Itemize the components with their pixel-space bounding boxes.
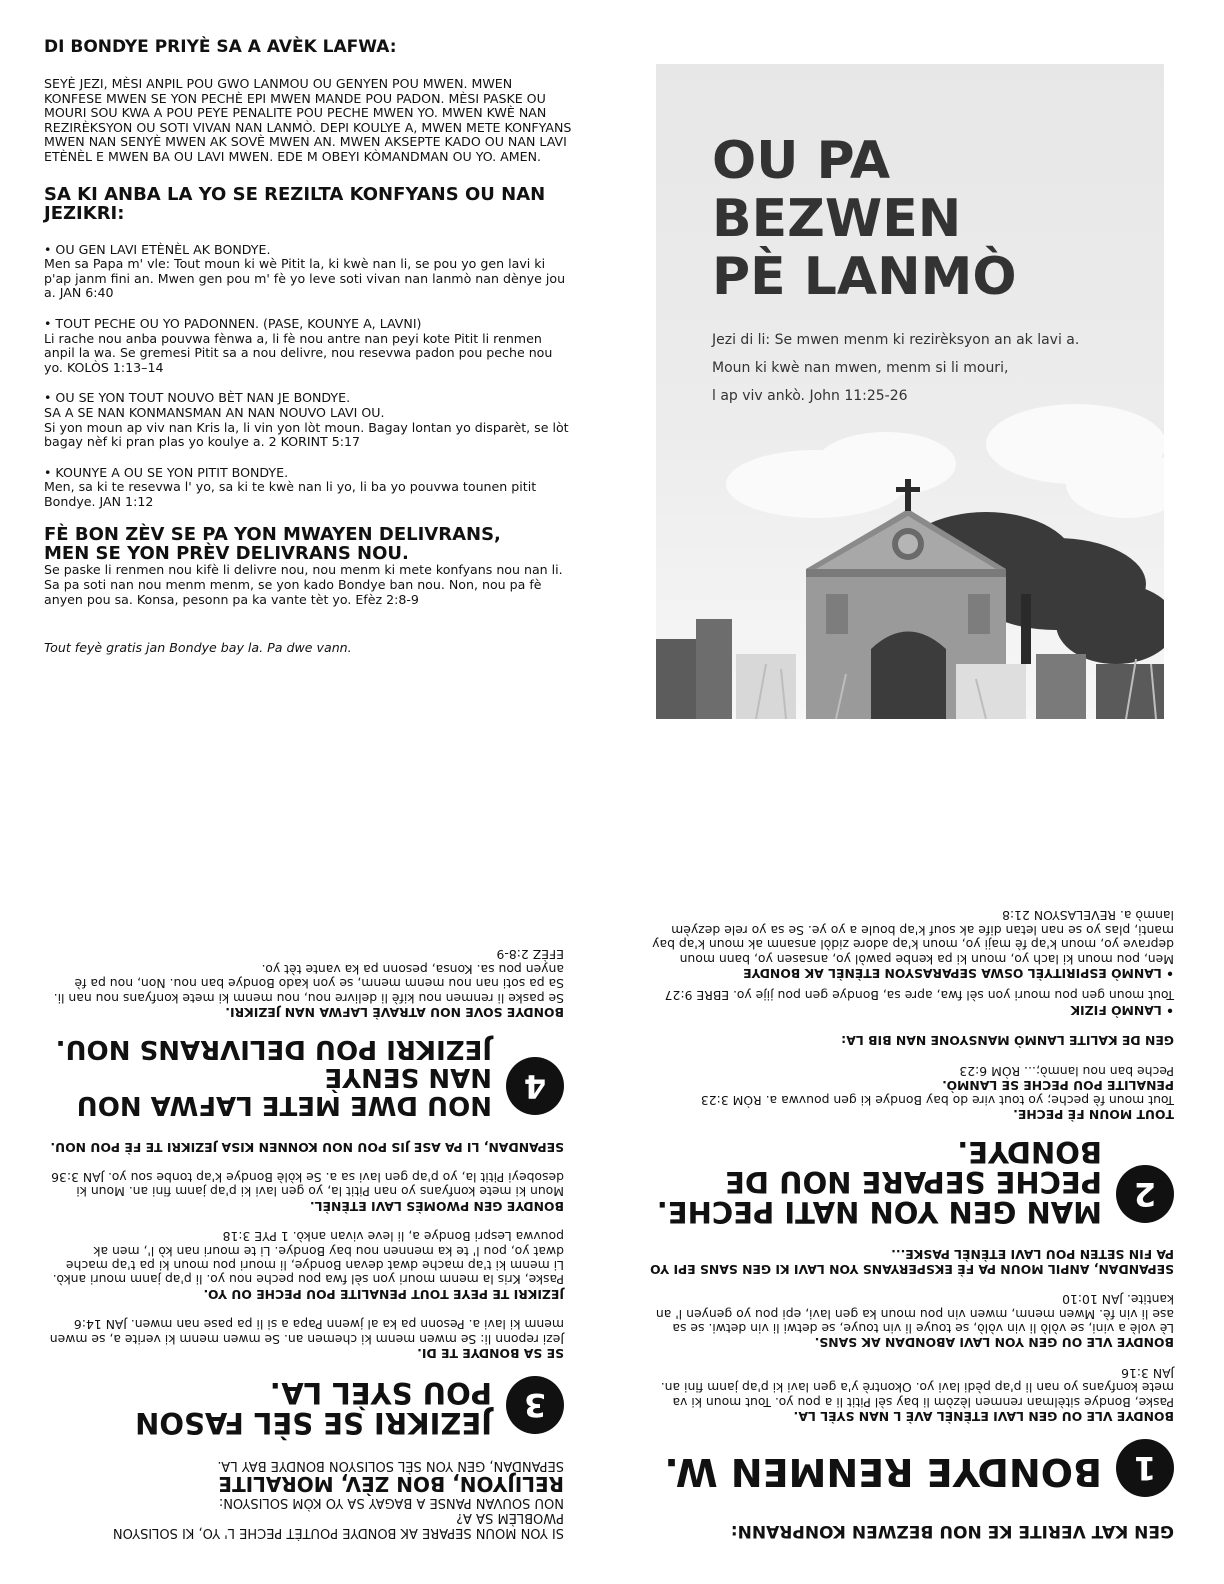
step-2-title-line-1: MAN GEN YON NATI PECHE. — [656, 1194, 1102, 1229]
cover-title — [712, 132, 1017, 306]
step2-text-3: PENALITE POU PECHE SE LANMÒ. — [942, 1078, 1174, 1094]
step3-text-6: Moun ki mete konfyans yo nan Pitit la, yo gen lavi ki p'ap janm fini an. Moun ki desobeyi Pitit la, yo p'ap gen lavi sa a. Se kòlè Bondye k'ap tonbe sou yo. JAN 3:36 — [51, 1169, 564, 1200]
result-1-title: • OU GEN LAVI ETÈNÈL AK BONDYE. — [44, 241, 271, 257]
step-3-title-line-1: JEZIKRI SE SÈL FASON — [135, 1406, 492, 1440]
step3-intro-3: RELIJYON, BON ZÈV, MORALITE — [218, 1472, 564, 1496]
step-2-number: 2 — [1116, 1165, 1174, 1223]
step3-intro-1: SI YON MOUN SEPARE AK BONDYE POUTÈT PECHE L' YO, KI SOLISYON PWOBLÈM SA A? — [112, 1510, 564, 1540]
step3-intro-2: NOU SOUVAN PANSE A BAGAY SA YO KÒM SOLISYON: — [218, 1495, 564, 1510]
cover-verse — [712, 326, 1152, 410]
prayer-text: SEYÈ JEZI, MÈSI ANPIL POU GWO LANMOU OU GENYEN POU MWEN. MWEN KONFESE MWEN SE YON PECHÈ EPI MWEN MANDE POU PADON. MÈSI PASKE OU MOURI SOU KWA A POU PEYE PENALITE POU PECHE MWEN YO. MWEN KWÈ NAN REZIRÈKSYON OU SOTI VIVAN NAN LANMÒ. DEPI KOULYE A, MWEN METE KONFYANS MWEN NAN SENYÈ MWEN AK SOVÈ MWEN AN. MWEN AKSEPTE KADO OU NAN LAVI ETÈNÈL E MWEN BA OU LAVI MWEN. EDE M OBEYI KÒMANDMAN OU YO. AMEN. — [44, 76, 572, 164]
inside-panel — [44, 38, 574, 667]
step2-text-2: Tout moun fè peche; yo tout vire do bay Bondye ki gen pouvwa a. RÒM 3:23 — [700, 1092, 1174, 1108]
step-2-title-line-2: PECHE SEPARE NOU DE BONDYE. — [725, 1134, 1102, 1199]
result-3-text: Si yon moun ap viv nan Kris la, li vin yon lòt moun. Bagay lontan yo disparèt, se lòt bagay nèf ki pran plas yo koulye a. 2 KORINT 5:17 — [44, 419, 569, 450]
step2-text-5: GEN DE KALITE LANMÒ MANSYONE NAN BIB LA: — [841, 1033, 1174, 1049]
cover-title-line-3: PÈ LANMÒ — [712, 247, 1017, 307]
step-4-header — [44, 1035, 564, 1119]
cover-title-line-2: BEZWEN — [712, 189, 962, 249]
works-text: Se paske li renmen nou kifè li delivre nou, nou menm ki mete konfyans nou nan li. Sa pa soti nan nou menm menm, se yon kado Bondye ban nou. Non, nou pa fè anyen pou sa. Konsa, pesonn pa ka vante tèt yo. Efèz 2:8-9 — [44, 562, 563, 607]
steps-1-2-panel — [650, 812, 1174, 1540]
step4-text-1: BONDYE SOVE NOU ATRAVÈ LAFWA NAN JEZIKRI. — [225, 1005, 564, 1021]
step-2-header — [650, 1134, 1174, 1229]
cover-title-line-1: OU PA — [712, 131, 891, 191]
step1-text-3: BONDYE VLE OU GEN YON LAVI ABONDAN AK SANS. — [814, 1335, 1174, 1351]
step4-text-3: EFÈZ 2:8-9 — [496, 947, 564, 963]
step4-text-2: Se paske li renmen nou kifè li delivre nou, nou menm ki mete konfyans nou nan li. Sa pa soti nan nou menm menm, se yon kado Bondye ban nou. Non, nou pa fè anyen pou sa. Konsa, pesonn pa ka vante tèt yo. — [53, 961, 564, 1006]
step2-text-1: TOUT MOUN FÈ PECHE. — [1013, 1106, 1174, 1122]
step-4-title — [44, 1035, 492, 1119]
step1-text-5: SEPANDAN, ANPIL MOUN PA FÈ EKSPERYANS YON LAVI KI GEN SANS EPI YO PA FIN SETEN POU LAVI ETÈNÈL PASKE... — [650, 1247, 1174, 1277]
step3-text-7: SEPANDAN, LI PA ASE JIS POU NOU KONNEN KISA JEZIKRI TE FÈ POU NOU. — [50, 1139, 564, 1155]
step2-text-7: Tout moun gen pou mouri yon sèl fwa, apre sa, Bondye gen pou jije yo. EBRE 9:27 — [664, 988, 1174, 1004]
step2-text-6: • LANMÒ FIZIK — [1070, 1002, 1174, 1018]
step-3-number: 3 — [506, 1376, 564, 1434]
result-3-title: • OU SE YON TOUT NOUVO BÈT NAN JE BONDYE. — [44, 390, 351, 406]
cover-verse-line-1: Jezi di li: Se mwen menm ki rezirèksyon an ak lavi a. — [712, 332, 1080, 348]
works-heading-1: FÈ BON ZÈV SE PA YON MWAYEN DELIVRANS, — [44, 524, 501, 546]
cover-panel — [656, 64, 1164, 719]
step2-text-4: Peche ban nou lanmò;... RÒM 6:23 — [959, 1063, 1174, 1079]
footer-note: Tout feyè gratis jan Bondye bay la. Pa dwe vann. — [44, 639, 352, 655]
result-2-title: • TOUT PECHE OU YO PADONNEN. (PASE, KOUNYE A, LAVNI) — [44, 315, 422, 331]
prayer-heading: DI BONDYE PRIYÈ SA A AVÈK LAFWA: — [44, 37, 397, 57]
step3-text-3: JEZIKRI TE PEYE TOUT PENALITE POU PECHE OU YO. — [203, 1286, 564, 1302]
step3-text-5: BONDYE GEN PWOMÈS LAVI ETÈNÈL. — [309, 1198, 564, 1214]
step-1-number: 1 — [1116, 1439, 1174, 1497]
step-3-title-line-2: POU SYÈL LA. — [269, 1376, 492, 1410]
result-3-title2: SA A SE NAN KONMANSMAN AN NAN NOUVO LAVI OU. — [44, 404, 385, 420]
step3-text-4: Paske, Kris la menm mouri yon sèl fwa pou peche nou yo. li p'ap janm mouri ankò. Li menm ki t'ap mache dwat devan Bondye, li mouri pou moun ki pa t'ap mache dwat yo, pou l' te ka mennen nou bay Bondye. Li te mouri nan kò l', men ak pouvwa Lespri Bondye a, li leve vivan ankò. 1 PYE 3:18 — [52, 1229, 564, 1288]
step3-intro-4: SEPANDAN, GEN YON SÈL SOLISYON BONDYE BAY LA. — [217, 1458, 564, 1473]
result-2-text: Li rache nou anba pouvwa fènwa a, li fè nou antre nan peyi kote Pitit li renmen anpil la wa. Se gremesi Pitit sa a nou delivre, nou resevwa padon pou peche nou yo. KOLÒS 1:13–14 — [44, 330, 553, 375]
step1-text-2: Paske, Bondye sitèlman renmen lèzòm li bay sèl Pitit li a pou yo. Tout moun ki va mete konfyans yo nan li p'ap pèdi lavi yo. Okontrè y'a gen lavi ki p'ap janm fini an. JAN 3:16 — [660, 1365, 1174, 1410]
step-4-number: 4 — [506, 1057, 564, 1115]
step-4-title-line-1: NOU DWE METE LAFWA NOU NAN SENYÈ — [76, 1062, 492, 1121]
steps-3-4-panel — [44, 812, 564, 1540]
step-1-header — [650, 1439, 1174, 1501]
truths-heading: GEN KAT VERITE KE NOU BEZWEN KONPRANN: — [730, 1521, 1174, 1541]
step2-text-8: • LANMÒ ESPIRITYÈL OSWA SEPARASYON ETÈNÈL AK BONDYE — [743, 966, 1174, 982]
step2-text-9: Men, pou moun ki lach yo, moun ki pa kenbe pawòl yo, ansasen yo, bann moun deprave yo, moun k'ap fè maji yo, moun k'ap adore zidòl ansanm ak moun k'ap bay manti, plas yo se nan letan dife ak souf k'ap boule a yo ye. Se sa yo rele dezyèm lanmò a. REVELASYON 21:8 — [652, 908, 1174, 967]
step-4-title-line-2: JEZIKRI POU DELIVRANS NOU. — [55, 1034, 492, 1065]
step3-text-1: SE SA BONDYE TE DI. — [417, 1346, 564, 1361]
step1-text-1: BONDYE VLE OU GEN LAVI ETÈNÈL AVÈ L NAN SYÈL LA. — [793, 1409, 1174, 1424]
cover-verse-line-2: Moun ki kwè nan mwen, menm si li mouri, — [712, 360, 1009, 376]
result-4-title: • KOUNYE A OU SE YON PITIT BONDYE. — [44, 464, 289, 480]
step1-text-4: Lè volè a vini, se vòlò li vin vòlò, se touye li vin touye, se detwi li vin detwi. se sa ase li vin fè. Mwen menm, mwen vin pou moun ka gen lavi, epi pou yo genyen l' an kantite. JAN 10:10 — [655, 1292, 1174, 1336]
step-2-title — [650, 1134, 1102, 1229]
result-1-text: Men sa Papa m' vle: Tout moun ki wè Pitit la, ki kwè nan li, se pou yo gen lavi ki p'ap janm fini an. Mwen gen pou m' fè yo leve soti vivan nan lanmò nan dènye jou a. JAN 6:40 — [44, 256, 566, 301]
step-1-title: BONDYE RENMEN W. — [664, 1450, 1102, 1494]
results-heading: SA KI ANBA LA YO SE REZILTA KONFYANS OU NAN JEZIKRI: — [44, 183, 546, 224]
result-4-text: Men, sa ki te resevwa l' yo, sa ki te kwè nan li yo, li ba yo pouvwa tounen pitit Bondye. JAN 1:12 — [44, 479, 537, 509]
step-3-header — [44, 1376, 564, 1438]
cover-verse-line-3: l ap viv ankò. John 11:25-26 — [712, 388, 908, 404]
step-3-title — [135, 1378, 492, 1438]
works-heading-2: MEN SE YON PRÈV DELIVRANS NOU. — [44, 543, 409, 565]
step3-text-2: Jezi reponn li: Se mwen menm ki chemen an. Se mwen menm ki verite a, se mwen menm ki lavi a. Pesonn pa ka al jwenn Papa a si li pa pase nan mwen. JAN 14:6 — [49, 1317, 564, 1347]
